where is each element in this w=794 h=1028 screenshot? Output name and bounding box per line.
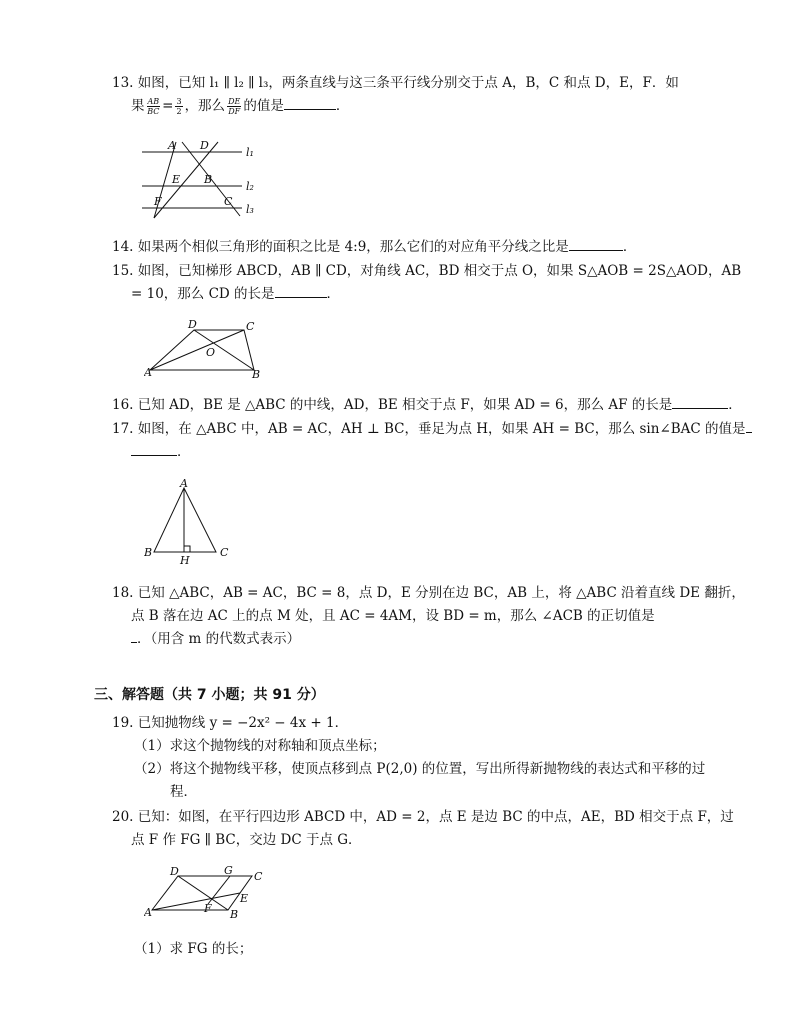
question-number: 17. [112, 421, 134, 437]
label-F: F [204, 902, 212, 915]
question-text: 已知抛物线 y = −2x² − 4x + 1． [137, 715, 349, 731]
question-text: 如图，在 △ABC 中，AB = AC，AH ⊥ BC，垂足为点 H，如果 AH = BC，那么 sin∠BAC 的值是 [137, 421, 746, 437]
label-A: A [168, 139, 176, 152]
label-D: D [188, 318, 197, 331]
question-18: 18. 已知 △ABC，AB = AC，BC = 8，点 D，E 分别在边 BC，AB 上，将 △ABC 沿着直线 DE 翻折， 点 B 落在边 AC 上的点 M 处，且 AC = 4AM，设 BD = m，那么 ∠ACB 的正切值是 ．（用含 m 的代数式表示） [112, 585, 745, 647]
question-14: 14. 如果两个相似三角形的面积之比是 4:9，那么它们的对应角平分线之比是 ． [112, 236, 712, 259]
question-20 [112, 806, 734, 852]
question-text: 已知 △ABC，AB = AC，BC = 8，点 D，E 分别在边 BC，AB 上，将 △ABC 沿着直线 DE 翻折， [137, 585, 745, 601]
parallelogram-abcd [152, 876, 252, 910]
figure-trapezoid [144, 318, 268, 380]
question-16: 16. 已知 AD，BE 是 △ABC 的中线，AD，BE 相交于点 F，如果 AD = 6，那么 AF 的长是 ． [112, 394, 712, 417]
label-O: O [206, 346, 216, 359]
question-13: 13. 如图，已知 l₁ ∥ l₂ ∥ l₃，两条直线与这三条平行线分别交于点 A，B，C 和点 D，E，F．如 果 $\frac{AB}{BC}$ = $\frac{3}{2}$ ，那么 $\frac{DE}{DF}$ 的值是 ． [112, 75, 679, 116]
answer-blank-start[interactable] [746, 418, 752, 433]
question-number: 13. [112, 75, 134, 91]
fraction-ab-bc: $\frac{AB}{BC}$ [147, 97, 160, 116]
label-C: C [220, 546, 229, 559]
part-1: （1）求这个抛物线的对称轴和顶点坐标； [134, 738, 386, 754]
label-B: B [230, 908, 239, 920]
question-text: 已知 AD，BE 是 △ABC 的中线，AD，BE 相交于点 F，如果 AD = 6，那么 AF 的长是 [137, 397, 673, 413]
label-D: D [200, 139, 209, 152]
question-number: 18. [112, 585, 134, 601]
part-2-cont: 程． [170, 784, 197, 800]
part-2: （2）将这个抛物线平移，使顶点移到点 P(2,0) 的位置，写出所得新抛物线的表达式和平移的过 [134, 761, 706, 777]
answer-blank[interactable] [672, 394, 728, 409]
fraction-de-df: $\frac{DE}{DF}$ [228, 97, 241, 116]
label-H: H [180, 554, 190, 564]
trapezoid-abcd [150, 330, 254, 370]
triangle-abc [154, 488, 216, 552]
label-B: B [144, 546, 153, 559]
answer-blank[interactable] [569, 236, 623, 251]
answer-blank[interactable] [284, 95, 336, 110]
label-l1: l₁ [246, 146, 254, 159]
label-G: G [224, 864, 233, 877]
answer-blank[interactable] [131, 441, 177, 456]
diagonal-ac [150, 330, 244, 370]
question-number: 16. [112, 397, 134, 413]
right-angle-mark [184, 546, 190, 552]
figure-parallel-lines [136, 136, 266, 222]
figure-parallelogram [144, 864, 268, 920]
question-17: 17. 如图，在 △ABC 中，AB = AC，AH ⊥ BC，垂足为点 H，如果 AH = BC，那么 sin∠BAC 的值是 ． [112, 418, 712, 464]
question-text: 如图，已知 l₁ ∥ l₂ ∥ l₃，两条直线与这三条平行线分别交于点 A，B，C 和点 D，E，F．如 [137, 75, 679, 91]
question-number: 20. [112, 809, 134, 825]
question-19 [112, 712, 712, 804]
answer-blank[interactable] [275, 283, 327, 298]
section-title: 三、解答题（共 7 小题；共 91 分） [94, 687, 325, 703]
question-text: 如果两个相似三角形的面积之比是 4:9，那么它们的对应角平分线之比是 [137, 239, 569, 255]
label-E: E [172, 173, 181, 186]
label-C: C [254, 870, 263, 883]
label-l3: l₃ [246, 203, 254, 216]
question-15: 15. 如图，已知梯形 ABCD，AB ∥ CD，对角线 AC，BD 相交于点 O，如果 S△AOB = 2S△AOD，AB = 10，那么 CD 的长是 ． [112, 263, 742, 302]
segment-fg [208, 876, 230, 904]
label-F: F [154, 195, 162, 208]
question-text-cont: 点 F 作 FG ∥ BC，交边 DC 于点 G． [131, 832, 362, 848]
figure-isosceles-triangle [144, 478, 236, 564]
label-C: C [246, 320, 255, 333]
fraction-3-2: $\frac{3}{2}$ [176, 97, 182, 116]
label-l2: l₂ [246, 180, 254, 193]
label-B: B [252, 368, 261, 380]
segment-ae [152, 893, 240, 910]
question-text: 如图，已知梯形 ABCD，AB ∥ CD，对角线 AC，BD 相交于点 O，如果 S△AOB = 2S△AOD，AB [137, 263, 742, 279]
question-number: 15. [112, 263, 134, 279]
label-B: B [204, 173, 213, 186]
label-D: D [170, 865, 179, 878]
label-A: A [144, 366, 152, 379]
question-number: 19. [112, 715, 134, 731]
label-A: A [144, 906, 152, 919]
label-C: C [224, 195, 233, 208]
diagonal-bd [178, 876, 228, 910]
question-20-part-1: （1）求 FG 的长； [134, 941, 253, 957]
question-number: 14. [112, 239, 134, 255]
label-A: A [180, 478, 188, 490]
question-text: 已知：如图，在平行四边形 ABCD 中，AD = 2，点 E 是边 BC 的中点，AE，BD 相交于点 F，过 [137, 809, 734, 825]
label-E: E [240, 892, 249, 905]
